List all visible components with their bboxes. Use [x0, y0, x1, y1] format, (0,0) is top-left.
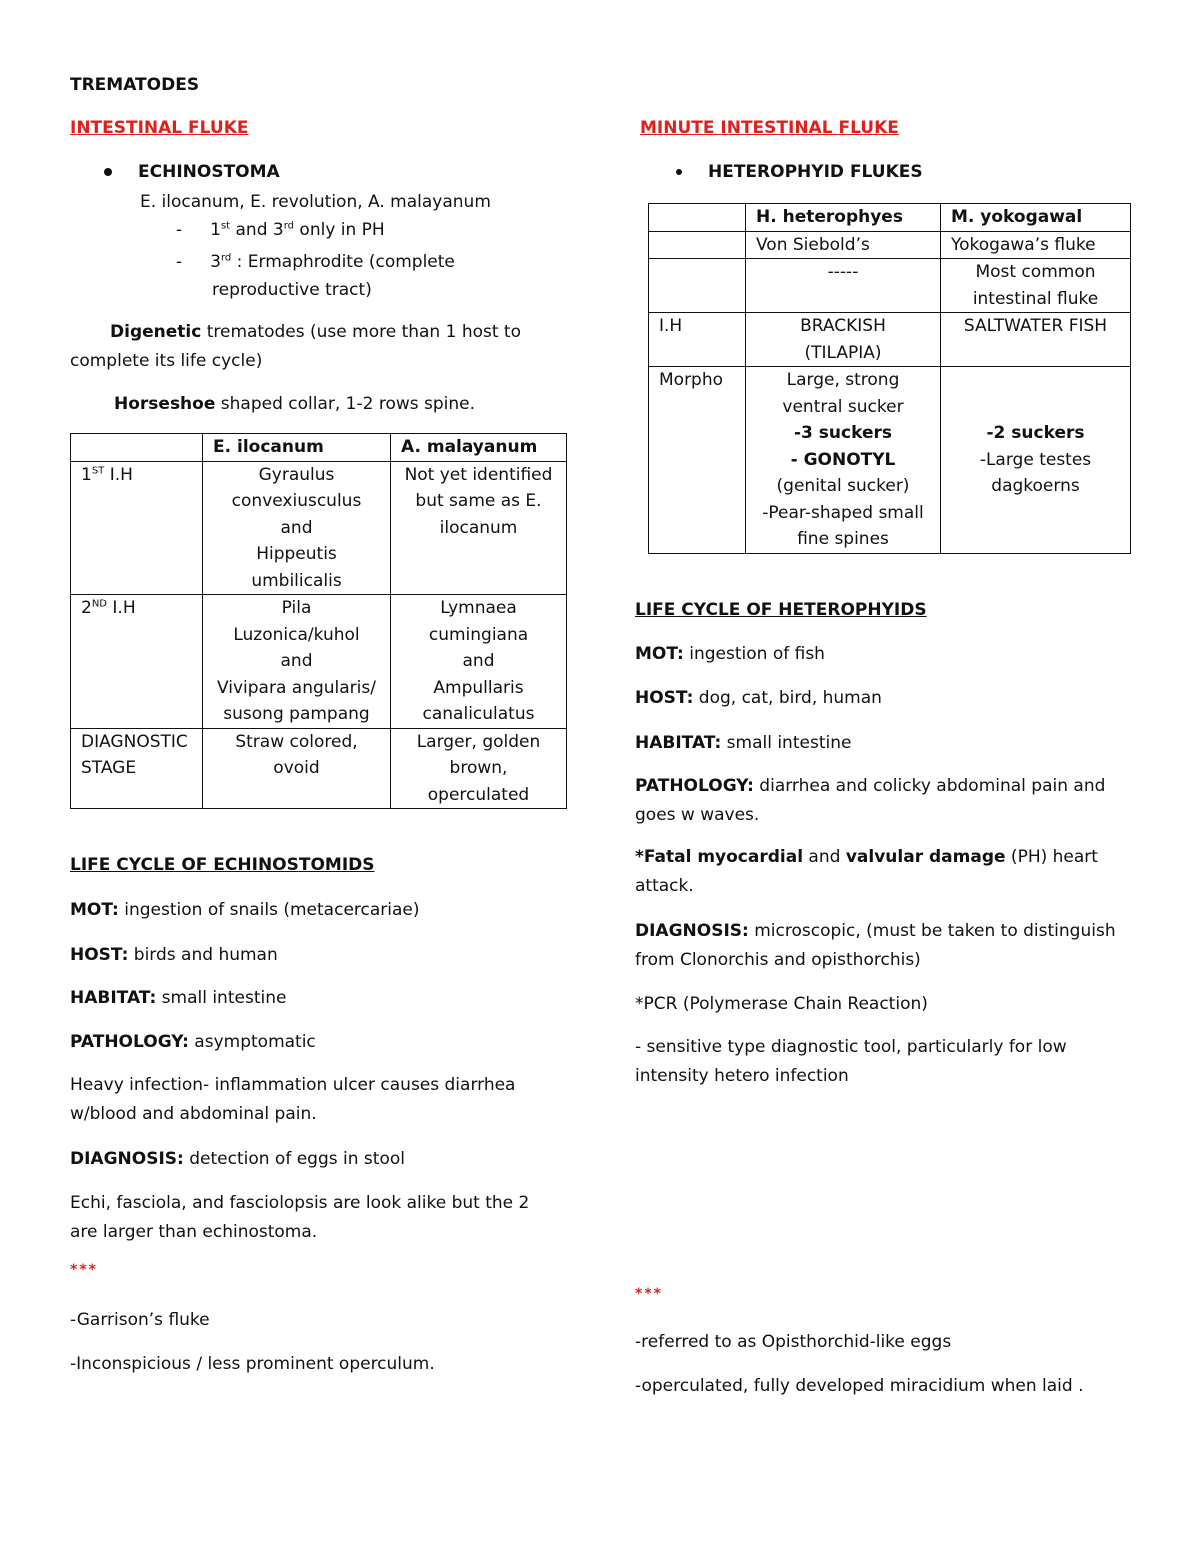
horseshoe-line: Horseshoe shaped collar, 1-2 rows spine.: [114, 394, 476, 414]
table-cell: Most common intestinal fluke: [941, 259, 1131, 313]
table-row: [71, 728, 567, 809]
table-row-label: Morpho: [649, 367, 746, 554]
section-title-intestinal-fluke: INTESTINAL FLUKE: [70, 118, 249, 138]
dash-item-1: - 1st and 3rd only in PH: [176, 220, 385, 240]
pcr-line: *PCR (Polymerase Chain Reaction): [635, 994, 928, 1014]
echinostoma-table: [70, 433, 567, 809]
table-row-label: DIAGNOSTIC STAGE: [71, 728, 203, 809]
bullet-heterophyid: [676, 161, 923, 183]
dash-mark: -: [176, 252, 183, 272]
sensitive-paragraph: - sensitive type diagnostic tool, particularly for low intensity hetero infection: [635, 1037, 1067, 1086]
stars-marker: ***: [635, 1286, 663, 1302]
table-row: [649, 313, 1131, 367]
dash-mark: -: [176, 220, 183, 240]
mot-line: MOT: ingestion of snails (metacercariae): [70, 900, 420, 920]
table-header-cell: E. ilocanum: [203, 434, 391, 462]
table-cell: Von Siebold’s: [746, 231, 941, 259]
table-cell: Gyraulus convexiusculus and Hippeutis umbilicalis: [203, 461, 391, 595]
bullet-icon: [104, 168, 112, 176]
note-miracidium: -operculated, fully developed miracidium when laid .: [635, 1376, 1084, 1396]
table-cell: [71, 434, 203, 462]
table-header-cell: A. malayanum: [391, 434, 567, 462]
table-cell: [649, 204, 746, 232]
fatal-paragraph: *Fatal myocardial and valvular damage (PH) heart attack.: [635, 847, 1098, 896]
section-title-minute-intestinal-fluke: MINUTE INTESTINAL FLUKE: [640, 118, 899, 138]
host-line: HOST: birds and human: [70, 945, 278, 965]
table-header-cell: M. yokogawal: [941, 204, 1131, 232]
life-cycle-echinostomids-title: LIFE CYCLE OF ECHINOSTOMIDS: [70, 855, 375, 875]
table-row: [649, 259, 1131, 313]
dash-item-2: - 3rd : Ermaphrodite (complete reproductive tract): [176, 252, 455, 300]
host-line: HOST: dog, cat, bird, human: [635, 688, 882, 708]
table-cell: -----: [746, 259, 941, 313]
pathology-line: PATHOLOGY: asymptomatic: [70, 1032, 316, 1052]
habitat-line: HABITAT: small intestine: [70, 988, 287, 1008]
bullet-label: ECHINOSTOMA: [138, 162, 280, 182]
table-cell: Not yet identified but same as E. ilocanum: [391, 461, 567, 595]
pathology-paragraph: PATHOLOGY: diarrhea and colicky abdominal pain and goes w waves.: [635, 776, 1106, 825]
table-cell: Pila Luzonica/kuhol and Vivipara angularis/ susong pampang: [203, 595, 391, 729]
table-row: [649, 367, 1131, 554]
table-cell: Large, strong ventral sucker -3 suckers - GONOTYL (genital sucker) -Pear-shaped small fine spines: [746, 367, 941, 554]
table-cell: Lymnaea cumingiana and Ampullaris canaliculatus: [391, 595, 567, 729]
table-cell: Yokogawa’s fluke: [941, 231, 1131, 259]
table-header-cell: H. heterophyes: [746, 204, 941, 232]
table-header-row: [71, 434, 567, 462]
table-header-row: [649, 204, 1131, 232]
diagnosis-paragraph: DIAGNOSIS: microscopic, (must be taken to distinguish from Clonorchis and opisthorchis): [635, 921, 1116, 970]
habitat-line: HABITAT: small intestine: [635, 733, 852, 753]
stars-marker: ***: [70, 1262, 98, 1278]
bullet-label: HETEROPHYID FLUKES: [708, 162, 923, 182]
table-row-label: 2ND I.H: [71, 595, 203, 729]
heterophyid-table: [648, 203, 1131, 554]
mot-line: MOT: ingestion of fish: [635, 644, 825, 664]
table-cell: -2 suckers -Large testes dagkoerns: [941, 367, 1131, 554]
echi-paragraph: Echi, fasciola, and fasciolopsis are look alike but the 2 are larger than echinostoma.: [70, 1193, 530, 1242]
bullet-echinostoma: [104, 161, 280, 183]
table-cell: [649, 231, 746, 259]
species-line: E. ilocanum, E. revolution, A. malayanum: [140, 192, 491, 212]
note-operculum: -Inconspicious / less prominent operculum.: [70, 1354, 435, 1374]
table-row-label: 1ST I.H: [71, 461, 203, 595]
heavy-infection-paragraph: Heavy infection- inflammation ulcer causes diarrhea w/blood and abdominal pain.: [70, 1075, 516, 1124]
diagnosis-line: DIAGNOSIS: detection of eggs in stool: [70, 1149, 405, 1169]
table-row-label: I.H: [649, 313, 746, 367]
table-row: [71, 595, 567, 729]
table-cell: BRACKISH (TILAPIA): [746, 313, 941, 367]
table-cell: Larger, golden brown, operculated: [391, 728, 567, 809]
table-cell: Straw colored, ovoid: [203, 728, 391, 809]
note-opisthorchid: -referred to as Opisthorchid-like eggs: [635, 1332, 952, 1352]
bullet-icon: [676, 169, 682, 175]
digenetic-paragraph: Digenetic trematodes (use more than 1 host to complete its life cycle): [70, 322, 522, 371]
note-garrison: -Garrison’s fluke: [70, 1310, 210, 1330]
life-cycle-heterophyids-title: LIFE CYCLE OF HETEROPHYIDS: [635, 600, 927, 620]
table-row: [649, 231, 1131, 259]
table-row: [71, 461, 567, 595]
table-cell: SALTWATER FISH: [941, 313, 1131, 367]
page-title: TREMATODES: [70, 75, 200, 95]
table-cell: [649, 259, 746, 313]
